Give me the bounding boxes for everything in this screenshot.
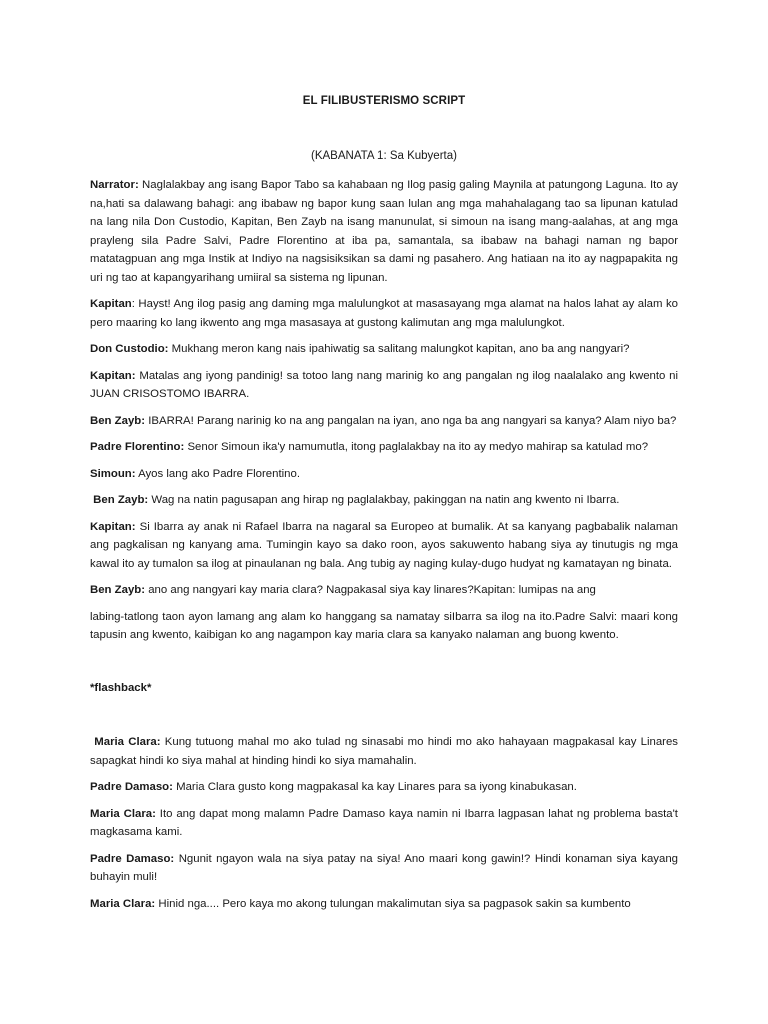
script-paragraph	[90, 491, 678, 510]
dialogue-text: labing-tatlong taon ayon lamang ang alam ko hanggang sa namatay siIbarra sa ilog na ito.Padre Salvi: maari kong tapusin ang kwento, kaibigan ko ang nagampon kay maria clara sa kanyako nalaman ang buong kwento.	[90, 610, 678, 641]
speaker-label: Kapitan:	[90, 369, 136, 382]
dialogue-text: Ayos lang ako Padre Florentino.	[135, 467, 300, 480]
speaker-label: Simoun:	[90, 467, 136, 480]
dialogue-text: Mukhang meron kang nais ipahiwatig sa salitang malungkot kapitan, ano ba ang nangyari?	[168, 343, 630, 355]
speaker-label: Maria Clara:	[90, 736, 161, 748]
dialogue-text: Wag na natin pagusapan ang hirap ng paglalakbay, pakinggan na natin ang kwento ni Ibarra.	[148, 494, 620, 506]
script-paragraph	[90, 518, 678, 574]
script-paragraph	[90, 805, 678, 842]
dialogue-text: Kung tutuong mahal mo ako tulad ng sinasabi mo hindi mo ako hahayaan magpakasal kay Linares sapagkat hindi ko siya mahal at hinding hindi ko siya mamahalin.	[90, 736, 678, 767]
script-paragraph	[90, 608, 678, 645]
dialogue-text: Matalas ang iyong pandinig! sa totoo lang nang marinig ko ang pangalan ng ilog naalalako ang kwento ni JUAN CRISOSTOMO IBARRA.	[90, 369, 678, 400]
script-paragraph	[90, 295, 678, 332]
dialogue-text: Naglalakbay ang isang Bapor Tabo sa kahabaan ng Ilog pasig galing Maynila at patungong Laguna. Ito ay na,hati sa dalawang bahagi: ang ibabaw ng bapor kung saan lulan ang mga mahahalagang tao sa lipunan katulad na lang nila Don Custodio, Kapitan, Ben Zayb na isang manunulat, si simoun na isang mang-aalahas, at ang mga prayleng sila Padre Salvi, Padre Florentino at iba pa, samantala, sa ibabaw na bahagi naman ng bapor matatagpuan ang mga Instik at Indiyo na nagsisiksikan sa dami ng pasahero. Ang hatiaan na ito ay nagpapakita ng uri ng tao at kapangyarihang umiiral sa sistema ng lipunan.	[90, 179, 678, 284]
dialogue-text: Maria Clara gusto kong magpakasal ka kay Linares para sa iyong kinabukasan.	[172, 781, 577, 793]
speaker-label: Narrator:	[90, 179, 139, 191]
script-paragraph	[90, 412, 678, 431]
speaker-label: Ben Zayb:	[90, 414, 146, 427]
dialogue-text: Ito ang dapat mong malamn Padre Damaso kaya namin ni Ibarra lagpasan lahat ng problema basta't magkasama kami.	[90, 807, 678, 838]
script-paragraph	[90, 778, 678, 797]
speaker-label: Don Custodio:	[90, 343, 169, 355]
dialogue-text: IBARRA! Parang narinig ko na ang pangalan na iyan, ano nga ba ang nangyari sa kanya? Alam niyo ba?	[145, 414, 677, 427]
speaker-label: Padre Damaso:	[90, 781, 173, 793]
dialogue-text: Ngunit ngayon wala na siya patay na siya! Ano maari kong gawin!? Hindi konaman siya kayang buhayin muli!	[90, 852, 679, 883]
script-paragraph	[90, 895, 678, 914]
dialogue-text: Si Ibarra ay anak ni Rafael Ibarra na nagaral sa Europeo at bumalik. At sa kanyang pagbabalik nalaman ang pagkalisan ng kanyang ama. Tumingin kayo sa dako roon, ayos sakuwento habang siya ay tinutugis ng mga kawal ito ay tumalon sa ilog at pinaulanan ng bala. Ang tubig ay naging kulay-dugo hudyat ng kamatayan ng binata.	[90, 520, 678, 570]
script-paragraph	[90, 176, 678, 287]
dialogue-text: Senor Simoun ika'y namumutla, itong paglalakbay na ito ay medyo mahirap sa katulad mo?	[184, 441, 649, 453]
script-paragraph	[90, 340, 678, 359]
speaker-label: Maria Clara:	[90, 807, 156, 820]
speaker-label: Ben Zayb:	[90, 584, 146, 596]
dialogue-text: : Hayst! Ang ilog pasig ang daming mga malulungkot at masasayang mga alamat na halos lahat ay alam ko pero maaring ko lang ikwento ang mga masasaya at gustong kalimutan ang mga malulungkot.	[90, 298, 678, 329]
speaker-label: Maria Clara:	[90, 897, 156, 910]
script-paragraph	[90, 581, 678, 600]
flashback-marker: *flashback*	[90, 681, 152, 694]
speaker-label: Kapitan:	[90, 520, 136, 533]
document-subtitle: (KABANATA 1: Sa Kubyerta)	[311, 150, 457, 162]
script-paragraph	[90, 850, 678, 887]
script-body	[90, 176, 678, 921]
dialogue-text: Hinid nga.... Pero kaya mo akong tulungan makalimutan siya sa pagpasok sakin sa kumbento	[155, 897, 631, 910]
speaker-label: Kapitan	[90, 298, 132, 310]
script-paragraph	[90, 733, 678, 770]
speaker-label: Padre Damaso:	[90, 852, 175, 865]
document-title: EL FILIBUSTERISMO SCRIPT	[302, 95, 466, 107]
dialogue-text: ano ang nangyari kay maria clara? Nagpakasal siya kay linares?Kapitan: lumipas na ang	[145, 584, 596, 596]
speaker-label: Ben Zayb:	[90, 494, 149, 506]
script-paragraph	[90, 465, 678, 484]
speaker-label: Padre Florentino:	[90, 441, 185, 453]
script-paragraph	[90, 367, 678, 404]
script-paragraph	[90, 438, 678, 457]
